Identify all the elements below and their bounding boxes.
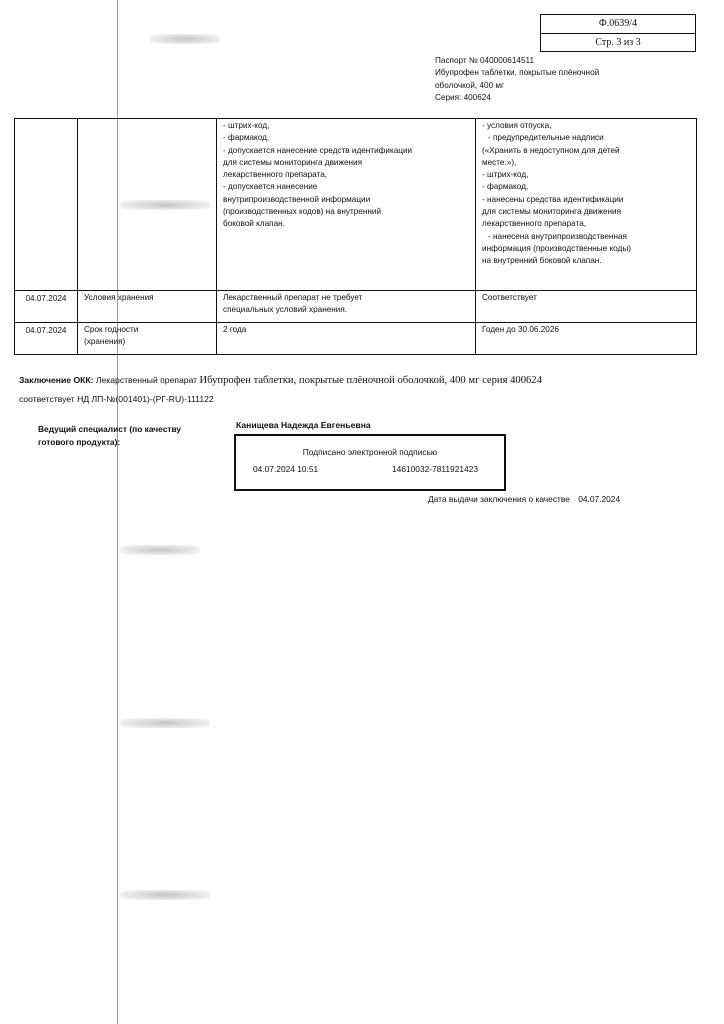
specialist-role [38,423,218,449]
conclusion [19,373,709,406]
specialist-name: Канищева Надежда Евгеньевна [236,420,371,430]
requirement-line: Лекарственный препарат не требует [223,293,363,302]
parameter-line: Срок годности [84,325,139,334]
result-line: месте.»), [482,157,517,167]
result-line: - фармакод, [482,182,529,192]
result-line: информация (производственные коды) [482,243,631,253]
scan-smudge [120,890,210,900]
requirement-line: специальных условий хранения. [223,305,348,315]
form-box [540,14,696,52]
requirement-cell: 2 года [217,323,476,355]
issue-date-value: 04.07.2024 [578,494,621,504]
issue-date [428,494,620,504]
passport-number: Паспорт № 040000614511 [435,56,535,65]
table-row [15,291,697,323]
date-cell: 04.07.2024 [15,323,78,355]
scan-smudge [150,34,220,44]
product-name-line1: Ибупрофен таблетки, покрытые плёночной [435,68,600,78]
results-table [14,118,697,355]
requirement-line: - допускается нанесение [223,182,318,192]
requirement-line: для системы мониторинга движения [223,157,363,167]
parameter-line: (хранения) [84,337,126,347]
requirement-line: - штрих-код, [223,121,270,130]
requirement-line: (производственных кодов) на внутренний [223,207,382,217]
result-cell [476,119,697,291]
product-name-line2: оболочкой, 400 мг [435,80,505,90]
result-line: на внутренний боковой клапан. [482,256,602,266]
signature-title: Подписано электронной подписью [302,447,438,457]
requirement-line: внутрипроизводственной информации [223,194,371,204]
table-row [15,119,697,291]
signature-certificate: 14610032-7811921423 [392,464,479,474]
conclusion-line2: соответствует НД ЛП-№(001401)-(РГ-RU)-111122 [19,394,214,404]
result-line: - штрих-код, [482,170,529,180]
parameter-cell [78,323,217,355]
signature-datetime: 04.07.2024 10:51 [253,464,319,474]
requirement-line: боковой клапан. [223,219,285,229]
date-cell: 04.07.2024 [15,291,78,323]
table-row [15,323,697,355]
result-line: для системы мониторинга движения [482,207,622,217]
result-line: - нанесена внутрипроизводственная [488,231,627,241]
requirement-cell [217,291,476,323]
electronic-signature-box [234,434,506,491]
scan-smudge [120,545,200,555]
result-line: - условия отпуска, [482,121,552,130]
result-line: - предупредительные надписи [488,133,604,143]
specialist-role-line2: готового продукта): [38,437,121,447]
requirement-line: лекарственного препарата, [223,170,328,180]
conclusion-line1 [19,373,709,388]
form-code: Ф.0639/4 [598,18,638,29]
conclusion-product: Ибупрофен таблетки, покрытые плёночной оболочкой, 400 мг серия 400624 [199,375,542,386]
parameter-cell [78,119,217,291]
page-number: Стр. 3 из 3 [541,33,695,52]
requirement-line: - допускается нанесение средств идентификации [223,145,413,155]
series: Серия: 400624 [435,92,491,102]
scan-smudge [120,718,210,728]
result-line: («Хранить в недоступном для детей [482,145,620,155]
passport-header [435,55,675,104]
requirement-cell [217,119,476,291]
issue-date-label: Дата выдачи заключения о качестве [428,494,570,504]
conclusion-label: Заключение ОКК: [19,375,94,385]
specialist-role-line1: Ведущий специалист (по качеству [38,424,182,434]
result-line: лекарственного препарата, [482,219,587,229]
parameter-cell: Условия хранения [78,291,217,323]
conclusion-text-sans: Лекарственный препарат [95,375,198,385]
result-cell: Годен до 30.06.2026 [476,323,697,355]
date-cell [15,119,78,291]
result-line: - нанесены средства идентификации [482,194,624,204]
requirement-line: - фармакод, [223,133,270,143]
result-cell: Соответствует [476,291,697,323]
